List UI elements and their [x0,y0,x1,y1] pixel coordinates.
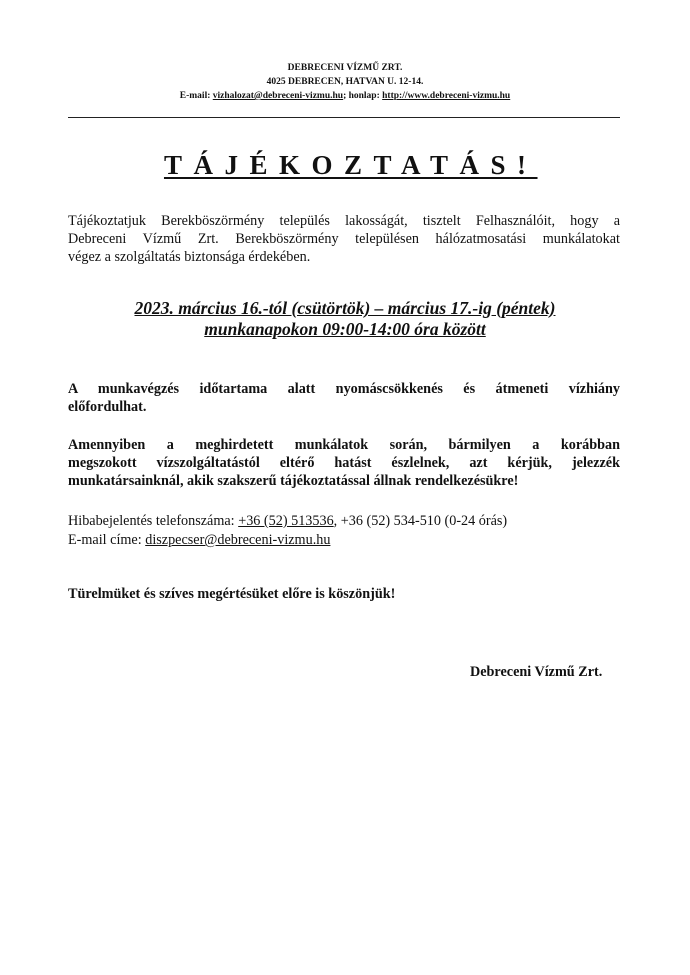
email-label: E-mail: [179,91,213,101]
company-address: 4025 DEBRECEN, HATVAN U. 12-14. [266,77,424,87]
schedule-hours: munkanapokon 09:00-14:00 óra között [204,319,486,339]
intro-paragraph: Tájékoztatjuk Berekböszörmény település lakosságát, tisztelt Felhasználóit, hogy a Debreceni Vízmű Zrt. Berekböszörmény településen hálózatmosatási munkálatokat végez a szolgáltatás biztonsága érdekében. [68,213,620,265]
thanks-text: Türelmüket és szíves megértésüket előre is köszönjük! [68,586,396,602]
page-title: TÁJÉKOZTATÁS! [163,150,538,180]
schedule-block [0,298,690,340]
schedule-dates: 2023. március 16.-tól (csütörtök) – március 17.-ig (péntek) [134,298,556,318]
company-homepage-link[interactable]: http://www.debreceni-vizmu.hu [382,91,511,101]
header-divider [68,117,620,118]
company-name: DEBRECENI VÍZMŰ ZRT. [287,63,403,73]
signature: Debreceni Vízmű Zrt. [470,664,603,680]
company-email-link[interactable]: vizhalozat@debreceni-vizmu.hu [212,91,344,101]
request-paragraph: Amennyiben a meghirdetett munkálatok során, bármilyen a korábban megszokott vízszolgáltatástól eltérő hatást észlelnek, azt kérjük, jelezzék munkatársainknál, akik szakszerű tájékoztatással állnak rendelkezésükre! [68,437,620,489]
warning-paragraph: A munkavégzés időtartama alatt nyomáscsökkenés és átmeneti vízhiány előfordulhat. [68,381,620,415]
phone-line: Hibabejelentés telefonszáma: +36 (52) 513536, +36 (52) 534-510 (0-24 órás) [68,513,508,529]
company-contact-line [0,91,690,102]
contact-block [68,512,620,550]
homepage-label: ; honlap: [343,91,383,101]
phone-link[interactable]: +36 (52) 513536 [238,513,334,529]
dispatcher-email-link[interactable]: diszpecser@debreceni-vizmu.hu [145,532,331,548]
email-line: E-mail címe: diszpecser@debreceni-vizmu.hu [68,532,331,548]
